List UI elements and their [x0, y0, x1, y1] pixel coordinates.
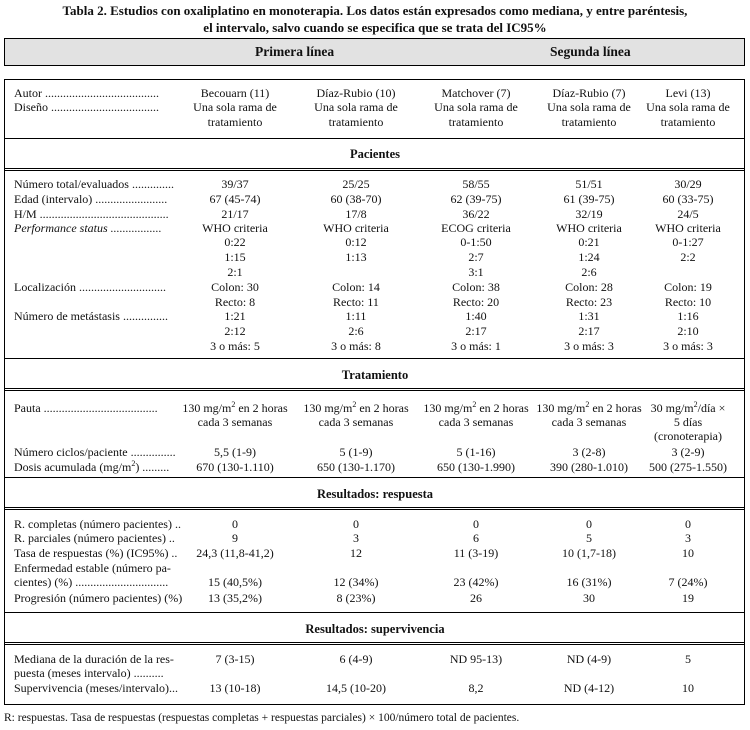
cell-dosis-3: 650 (130-1.990)	[437, 460, 515, 474]
row-label-pauta: Pauta ......................................	[14, 401, 158, 415]
cell-diseno-3: Una sola rama de	[434, 100, 518, 114]
cell-diseno-3b: tratamiento	[448, 115, 504, 129]
cell-rp-3: 6	[473, 531, 479, 545]
cell-met-5: 1:16	[677, 309, 699, 323]
section-tratamiento: Tratamiento	[341, 368, 409, 382]
divider	[5, 642, 744, 645]
cell-recto-5: Recto: 10	[664, 295, 712, 309]
cell-pauta-1b: cada 3 semanas	[197, 415, 273, 429]
cell-perf-3: ECOG criteria	[441, 221, 511, 235]
cell-est-4: 16 (31%)	[566, 575, 612, 589]
row-label-edad: Edad (intervalo) ........................	[14, 192, 168, 206]
cell-perf-4b: 0:21	[578, 235, 600, 249]
cell-rp-4: 5	[586, 531, 592, 545]
cell-ciclos-3: 5 (1-16)	[456, 445, 496, 459]
cell-sup-2: 14,5 (10-20)	[326, 681, 386, 695]
cell-autor-1: Becouarn (11)	[200, 86, 270, 100]
cell-numero-3: 58/55	[462, 177, 490, 191]
cell-met-3: 1:40	[465, 309, 487, 323]
cell-diseno-5: Una sola rama de	[646, 100, 730, 114]
cell-colon-3: Colon: 38	[452, 280, 500, 294]
cell-rp-5: 3	[685, 531, 691, 545]
cell-pauta-2b: cada 3 semanas	[318, 415, 394, 429]
row-label-estable-2: cientes) (%) ...............................	[14, 575, 169, 589]
cell-perf-1d: 2:1	[227, 265, 243, 279]
row-label-estable: Enfermedad estable (número pa-	[14, 561, 171, 575]
cell-pauta-3: 130 $mg/m^2$ en 2 horas	[423, 400, 529, 415]
cell-recto-3: Recto: 20	[452, 295, 500, 309]
cell-rc-4: 0	[586, 517, 592, 531]
cell-pauta-4: 130 $mg/m^2$ en 2 horas	[536, 400, 642, 415]
cell-prog-1: 13 (35,2%)	[208, 591, 262, 605]
cell-rp-1: 9	[232, 531, 238, 545]
cell-met-4c: 3 o más: 3	[564, 339, 614, 353]
cell-met-2b: 2:6	[348, 324, 364, 338]
cell-edad-1: 67 (45-74)	[209, 192, 261, 206]
divider	[5, 358, 744, 359]
table-title-line1: Tabla 2. Estudios con oxaliplatino en monoterapia. Los datos están expresados como mediana, y entre paréntesis,	[62, 3, 688, 18]
cell-perf-2: WHO criteria	[323, 221, 389, 235]
row-label-ciclos: Número ciclos/paciente ...............	[14, 445, 176, 459]
cell-colon-5: Colon: 19	[664, 280, 712, 294]
cell-prog-2: 8 (23%)	[336, 591, 376, 605]
cell-est-3: 23 (42%)	[453, 575, 499, 589]
row-label-rcompletas: R. completas (número pacientes) ..	[14, 517, 181, 531]
cell-hm-4: 32/19	[575, 207, 603, 221]
cell-prog-3: 26	[470, 591, 482, 605]
cell-dosis-4: 390 (280-1.010)	[550, 460, 628, 474]
cell-autor-3: Matchover (7)	[441, 86, 511, 100]
cell-perf-4c: 1:24	[578, 250, 600, 264]
cell-ciclos-2: 5 (1-9)	[339, 445, 373, 459]
cell-perf-4d: 2:6	[581, 265, 597, 279]
cell-perf-1b: 0:22	[224, 235, 246, 249]
row-label-autor: Autor ......................................	[14, 86, 159, 100]
cell-sup-3: 8,2	[468, 681, 484, 695]
cell-pauta-5: 30 $mg/m^2$/día ×	[650, 400, 726, 415]
cell-est-1: 15 (40,5%)	[208, 575, 262, 589]
cell-met-2c: 3 o más: 8	[331, 339, 381, 353]
cell-colon-2: Colon: 14	[332, 280, 380, 294]
cell-med-5: 5	[685, 652, 691, 666]
cell-met-3b: 2:17	[465, 324, 487, 338]
row-label-dosis: Dosis acumulada $(mg/m^2)$ .........	[14, 459, 170, 474]
cell-med-4: ND (4-9)	[566, 652, 612, 666]
cell-perf-5: WHO criteria	[655, 221, 721, 235]
cell-edad-3: 62 (39-75)	[450, 192, 502, 206]
cell-tasa-2: 12	[350, 546, 362, 560]
cell-dosis-2: 650 (130-1.170)	[317, 460, 395, 474]
cell-hm-3: 36/22	[462, 207, 490, 221]
cell-colon-1: Colon: 30	[211, 280, 259, 294]
table-title-line2: el intervalo, salvo cuando se especifica que se trata del IC95%	[203, 20, 547, 35]
cell-met-3c: 3 o más: 1	[451, 339, 501, 353]
cell-met-5b: 2:10	[677, 324, 699, 338]
cell-met-1: 1:21	[224, 309, 246, 323]
cell-edad-2: 60 (38-70)	[330, 192, 382, 206]
cell-dosis-5: 500 (275-1.550)	[649, 460, 727, 474]
cell-perf-2b: 0:12	[345, 235, 367, 249]
cell-sup-4: ND (4-12)	[563, 681, 615, 695]
cell-perf-3b: 0-1:50	[460, 235, 492, 249]
header-primera-linea: Primera línea	[255, 44, 335, 59]
cell-met-4b: 2:17	[578, 324, 600, 338]
section-supervivencia: Resultados: supervivencia	[305, 622, 445, 636]
cell-numero-2: 25/25	[342, 177, 370, 191]
cell-autor-2: Díaz-Rubio (10)	[316, 86, 396, 100]
section-pacientes: Pacientes	[350, 147, 400, 161]
row-label-localizacion: Localización .............................	[14, 280, 166, 294]
cell-pauta-5b: 5 días	[673, 415, 703, 429]
cell-numero-5: 30/29	[674, 177, 702, 191]
cell-met-1b: 2:12	[224, 324, 246, 338]
cell-perf-1: WHO criteria	[202, 221, 268, 235]
cell-hm-5: 24/5	[677, 207, 699, 221]
cell-recto-2: Recto: 11	[333, 295, 379, 309]
cell-diseno-4b: tratamiento	[561, 115, 617, 129]
cell-recto-1: Recto: 8	[214, 295, 256, 309]
cell-ciclos-5: 3 (2-9)	[671, 445, 705, 459]
row-label-tasa: Tasa de respuestas (%) (IC95%) ..	[14, 546, 178, 560]
cell-tasa-1: 24,3 (11,8-41,2)	[196, 546, 274, 560]
cell-colon-4: Colon: 28	[565, 280, 613, 294]
cell-rc-3: 0	[473, 517, 479, 531]
cell-met-1c: 3 o más: 5	[210, 339, 260, 353]
cell-met-5c: 3 o más: 3	[663, 339, 713, 353]
divider	[5, 388, 744, 391]
cell-pauta-5c: (cronoterapia)	[654, 429, 722, 443]
divider	[5, 477, 744, 478]
cell-rc-5: 0	[685, 517, 691, 531]
cell-diseno-1: Una sola rama de	[193, 100, 277, 114]
row-label-diseno: Diseño ....................................	[14, 100, 159, 114]
row-label-progresion: Progresión (número pacientes) (%)	[14, 591, 183, 605]
cell-rp-2: 3	[353, 531, 359, 545]
cell-perf-4: WHO criteria	[556, 221, 622, 235]
divider	[5, 168, 744, 171]
cell-prog-5: 19	[682, 591, 694, 605]
divider	[5, 138, 744, 139]
cell-edad-4: 61 (39-75)	[563, 192, 615, 206]
header-segunda-linea: Segunda línea	[550, 44, 631, 59]
cell-sup-1: 13 (10-18)	[209, 681, 261, 695]
divider	[5, 612, 744, 613]
cell-perf-1c: 1:15	[224, 250, 246, 264]
row-label-metastasis: Número de metástasis ...............	[14, 309, 168, 323]
cell-numero-1: 39/37	[221, 177, 249, 191]
section-respuesta: Resultados: respuesta	[316, 487, 434, 501]
cell-autor-4: Díaz-Rubio (7)	[552, 86, 626, 100]
cell-met-4: 1:31	[578, 309, 600, 323]
cell-perf-2c: 1:13	[345, 250, 367, 264]
cell-diseno-1b: tratamiento	[207, 115, 263, 129]
cell-hm-2: 17/8	[345, 207, 367, 221]
cell-ciclos-1: 5,5 (1-9)	[214, 445, 256, 459]
footnote: R: respuestas. Tasa de respuestas (respuestas completas + respuestas parciales) × 100/número total de pacientes.	[4, 712, 520, 724]
row-label-supervivencia: Supervivencia (meses/intervalo)...	[14, 681, 178, 695]
cell-med-3: ND 95-13)	[449, 652, 503, 666]
cell-pauta-3b: cada 3 semanas	[438, 415, 514, 429]
header-bar	[4, 38, 745, 66]
cell-med-1: 7 (3-15)	[215, 652, 255, 666]
row-label-mediana-2: puesta (meses intervalo) ..........	[14, 666, 164, 680]
cell-tasa-4: 10 (1,7-18)	[562, 546, 616, 560]
divider	[5, 507, 744, 510]
row-label-performance: Performance status .................	[14, 221, 162, 235]
cell-dosis-1: 670 (130-1.110)	[196, 460, 274, 474]
row-label-numero: Número total/evaluados ..............	[14, 177, 174, 191]
cell-edad-5: 60 (33-75)	[662, 192, 714, 206]
cell-med-2: 6 (4-9)	[339, 652, 373, 666]
cell-tasa-5: 10	[682, 546, 694, 560]
row-label-mediana: Mediana de la duración de la res-	[14, 652, 174, 666]
cell-est-5: 7 (24%)	[668, 575, 708, 589]
row-label-rparciales: R. parciales (número pacientes) ..	[14, 531, 175, 545]
table-title	[0, 2, 750, 36]
cell-diseno-4: Una sola rama de	[547, 100, 631, 114]
cell-sup-5: 10	[682, 681, 694, 695]
cell-hm-1: 21/17	[221, 207, 249, 221]
cell-prog-4: 30	[583, 591, 595, 605]
cell-perf-5c: 2:2	[680, 250, 696, 264]
cell-rc-1: 0	[232, 517, 238, 531]
cell-autor-5: Levi (13)	[665, 86, 711, 100]
cell-diseno-2: Una sola rama de	[314, 100, 398, 114]
cell-recto-4: Recto: 23	[565, 295, 613, 309]
cell-pauta-1: 130 $mg/m^2$ en 2 horas	[182, 400, 288, 415]
cell-pauta-4b: cada 3 semanas	[551, 415, 627, 429]
cell-ciclos-4: 3 (2-8)	[572, 445, 606, 459]
cell-rc-2: 0	[353, 517, 359, 531]
row-label-hm: H/M ...........................................	[14, 207, 169, 221]
cell-perf-3d: 3:1	[468, 265, 484, 279]
cell-tasa-3: 11 (3-19)	[453, 546, 499, 560]
cell-numero-4: 51/51	[575, 177, 603, 191]
cell-diseno-5b: tratamiento	[660, 115, 716, 129]
cell-met-2: 1:11	[345, 309, 367, 323]
cell-est-2: 12 (34%)	[333, 575, 379, 589]
cell-pauta-2: 130 $mg/m^2$ en 2 horas	[303, 400, 409, 415]
cell-perf-5b: 0-1:27	[672, 235, 704, 249]
cell-perf-3c: 2:7	[468, 250, 484, 264]
cell-diseno-2b: tratamiento	[328, 115, 384, 129]
